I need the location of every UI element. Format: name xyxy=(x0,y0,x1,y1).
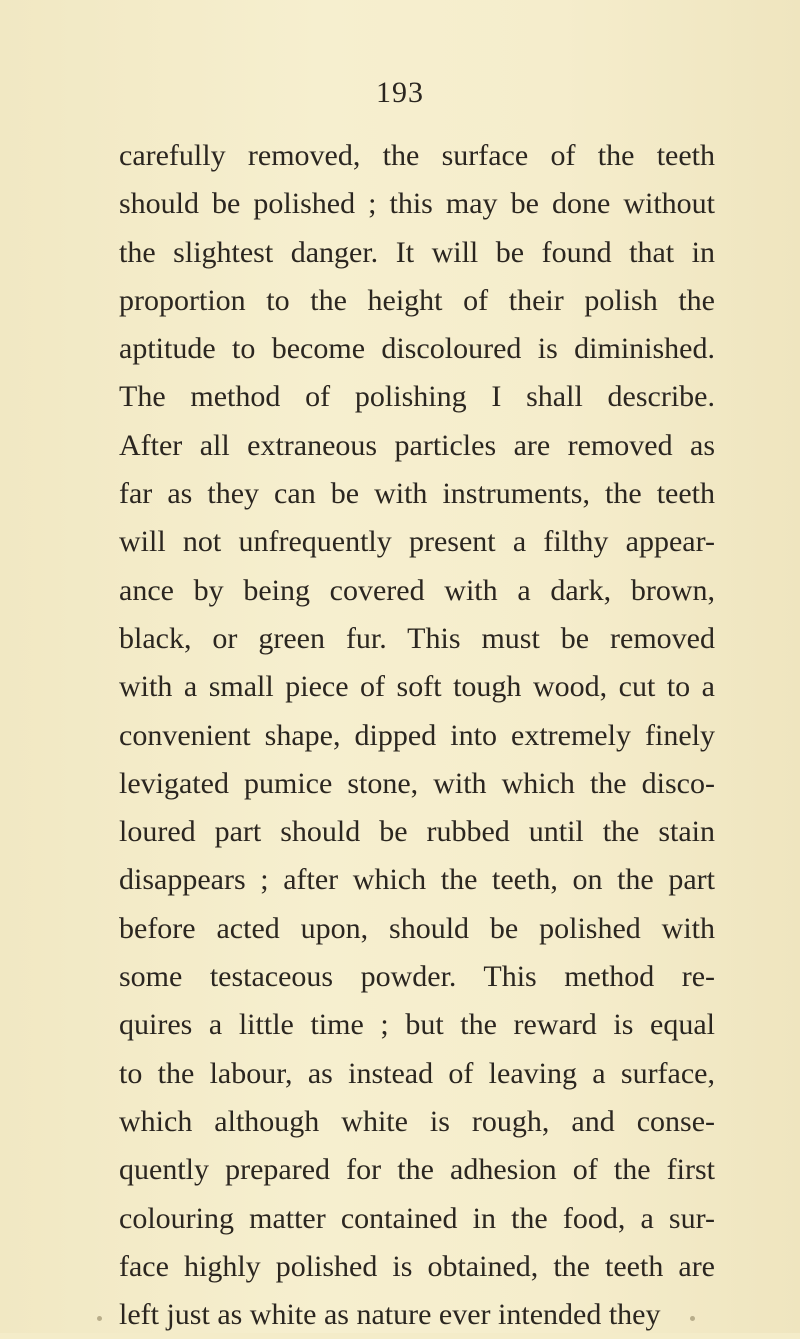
text-line: far as they can be with instruments, the teeth xyxy=(119,477,715,511)
text-line: quently prepared for the adhesion of the first xyxy=(119,1153,715,1187)
text-line: loured part should be rubbed until the stain xyxy=(119,815,715,849)
paper-speck xyxy=(97,1316,102,1321)
paper-speck xyxy=(690,1316,695,1321)
page-number: 193 xyxy=(376,76,424,109)
text-line: with a small piece of soft tough wood, cut to a xyxy=(119,670,715,704)
text-line: levigated pumice stone, with which the disco- xyxy=(119,766,715,800)
text-line: the slightest danger. It will be found that in xyxy=(119,235,715,269)
text-line: will not unfrequently present a filthy appear- xyxy=(119,525,715,559)
body-text xyxy=(119,132,715,1339)
text-line: ance by being covered with a dark, brown, xyxy=(119,573,715,607)
text-line: should be polished ; this may be done without xyxy=(119,187,715,221)
text-line: The method of polishing I shall describe. xyxy=(119,380,715,414)
text-line: black, or green fur. This must be removed xyxy=(119,621,715,655)
text-line: aptitude to become discoloured is diminished. xyxy=(119,332,715,366)
text-line: before acted upon, should be polished with xyxy=(119,911,715,945)
text-line: to the labour, as instead of leaving a surface, xyxy=(119,1056,715,1090)
text-line: After all extraneous particles are removed as xyxy=(119,428,715,462)
text-line: carefully removed, the surface of the teeth xyxy=(119,139,715,172)
text-line: left just as white as nature ever intended they xyxy=(119,1298,661,1332)
text-line: proportion to the height of their polish the xyxy=(119,283,715,317)
text-line: face highly polished is obtained, the teeth are xyxy=(119,1249,715,1283)
text-line: colouring matter contained in the food, a sur- xyxy=(119,1201,715,1235)
text-line: quires a little time ; but the reward is equal xyxy=(119,1008,715,1042)
text-line: disappears ; after which the teeth, on the part xyxy=(119,863,715,897)
text-line: some testaceous powder. This method re- xyxy=(119,960,715,994)
text-line: convenient shape, dipped into extremely finely xyxy=(119,718,715,752)
text-line: which although white is rough, and conse- xyxy=(119,1104,715,1138)
